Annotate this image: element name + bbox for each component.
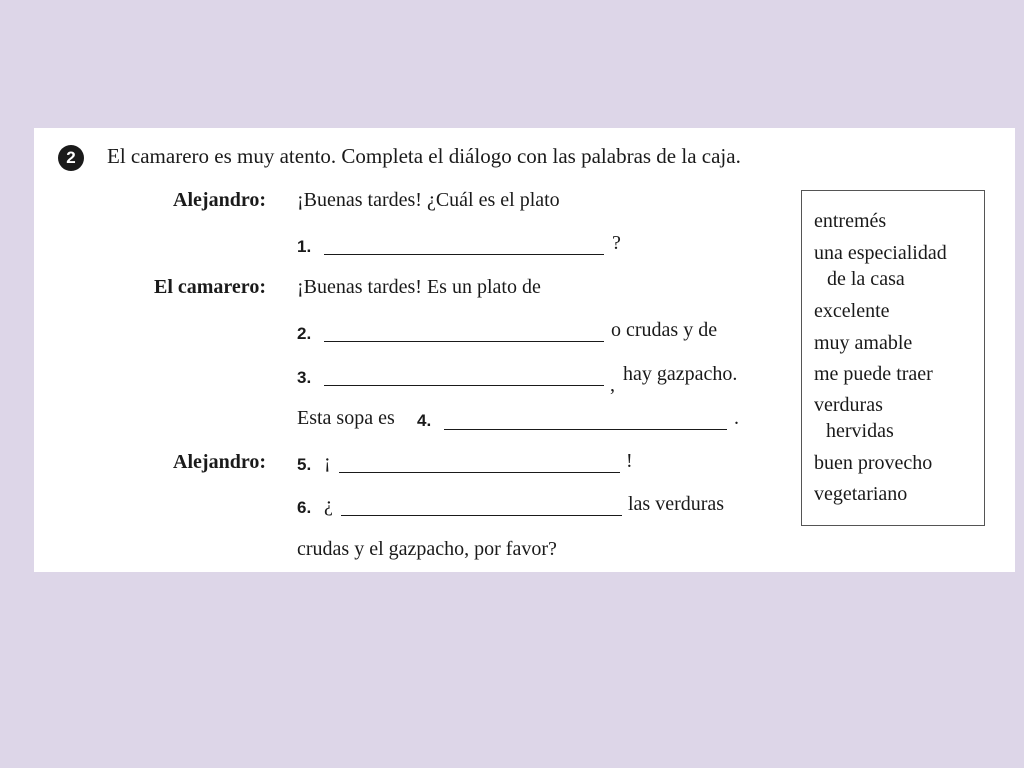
blank-1-line[interactable] (324, 254, 604, 255)
exercise-number: 2 (66, 148, 76, 167)
dialogue-line-1: ¡Buenas tardes! ¿Cuál es el plato (297, 189, 560, 211)
blank-6-open: ¿ (324, 494, 333, 516)
dialogue-line-last: crudas y el gazpacho, por favor? (297, 538, 557, 560)
blank-4-after: . (734, 407, 739, 429)
word-me-puede-traer: me puede traer (814, 363, 933, 385)
exercise-instruction: El camarero es muy atento. Completa el diálogo con las palabras de la caja. (107, 144, 741, 168)
blank-1-after: ? (612, 232, 621, 254)
word-vegetariano: vegetariano (814, 483, 908, 505)
word-especialidad-1: una especialidad (814, 242, 947, 264)
speaker-alejandro-2: Alejandro: (173, 451, 266, 473)
word-verduras-2: hervidas (826, 420, 894, 442)
exercise-card (34, 128, 1015, 572)
exercise-number-badge (58, 145, 84, 171)
blank-3-after: hay gazpacho. (623, 363, 738, 385)
blank-5-number: 5. (297, 455, 312, 474)
blank-2-line[interactable] (324, 341, 604, 342)
dialogue-line-2: ¡Buenas tardes! Es un plato de (297, 276, 541, 298)
blank-5-line[interactable] (339, 472, 620, 473)
blank-2-after: o crudas y de (611, 319, 718, 341)
word-buen-provecho: buen provecho (814, 452, 933, 474)
word-entremes: entremés (814, 210, 887, 232)
word-excelente: excelente (814, 300, 890, 322)
blank-5-after: ! (626, 450, 633, 472)
blank-6-after: las verduras (628, 493, 725, 515)
blank-2-number: 2. (297, 324, 312, 343)
word-especialidad-2: de la casa (827, 268, 905, 290)
blank-3-line[interactable] (324, 385, 604, 386)
word-box (801, 190, 985, 526)
blank-4-line[interactable] (444, 429, 727, 430)
dialogue-line-4-before: Esta sopa es (297, 407, 395, 429)
speaker-camarero: El camarero: (153, 276, 266, 298)
blank-6-line[interactable] (341, 515, 622, 516)
blank-5-open: ¡ (324, 451, 331, 473)
blank-1-number: 1. (297, 237, 312, 256)
blank-3-comma: , (610, 374, 615, 396)
word-muy-amable: muy amable (814, 332, 913, 354)
blank-6-number: 6. (297, 498, 312, 517)
blank-3-number: 3. (297, 368, 312, 387)
word-verduras-1: verduras (814, 394, 883, 416)
blank-4-number: 4. (417, 411, 432, 430)
speaker-alejandro-1: Alejandro: (173, 189, 266, 211)
